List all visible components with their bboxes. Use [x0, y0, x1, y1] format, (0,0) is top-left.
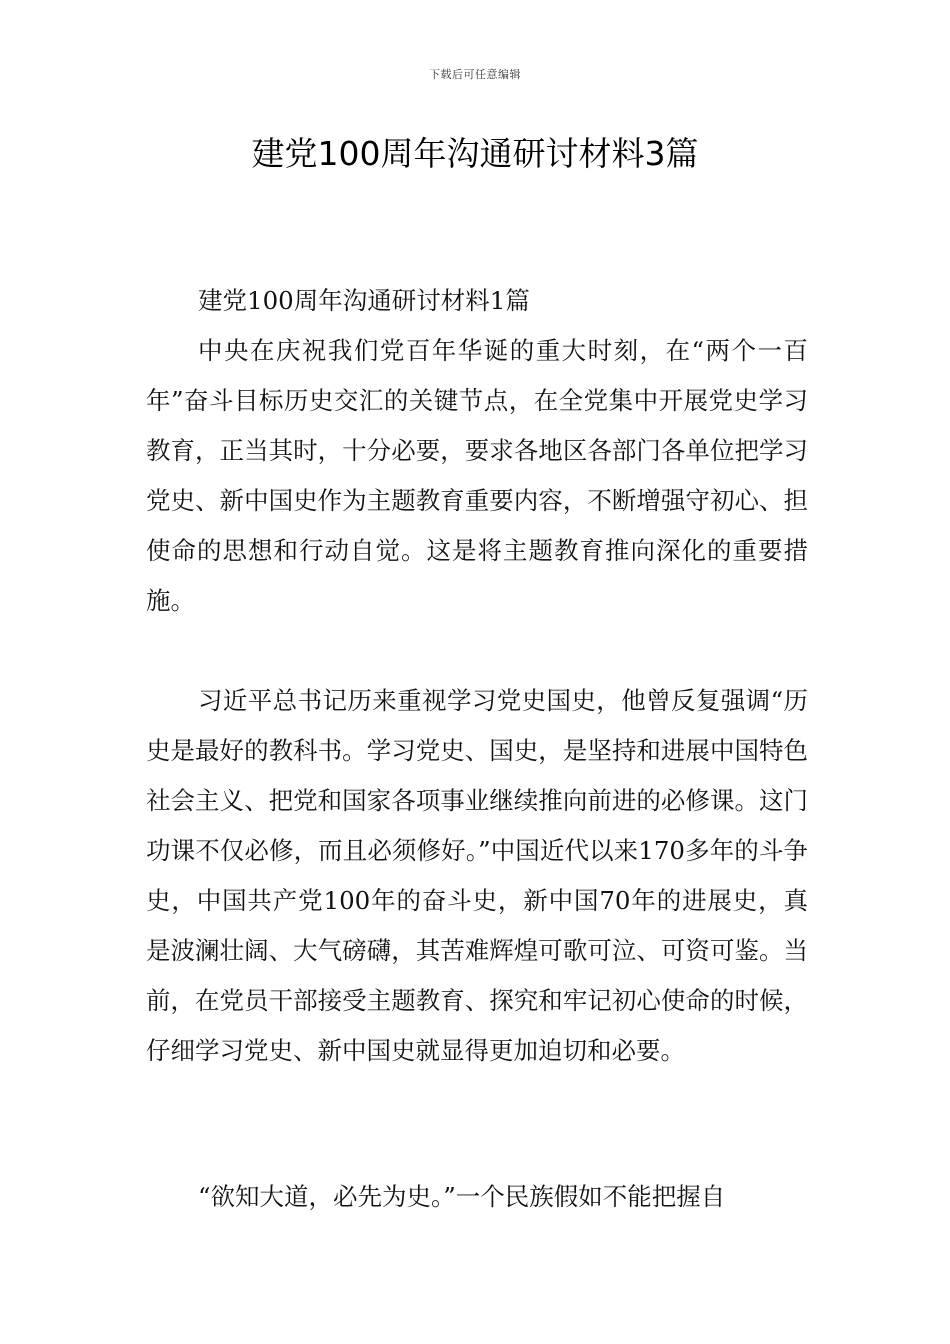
- section-heading: 建党100周年沟通研讨材料1篇: [198, 286, 530, 315]
- header-note: 下载后可任意编辑: [429, 68, 521, 81]
- paragraph-1: 中央在庆祝我们党百年华诞的重大时刻，在“两个一百年”奋斗目标历史交汇的关键节点，在全党集中开展党史学习教育，正当其时，十分必要，要求各地区各部门各单位把学习党史、新中国史作为主题教育重要内容，不断增强守初心、担使命的思想和行动自觉。这是将主题教育推向深化的重要措施。: [146, 336, 808, 615]
- paragraph-3: “欲知大道，必先为史。”一个民族假如不能把握自: [198, 1182, 726, 1211]
- document-title: 建党100周年沟通研讨材料3篇: [251, 134, 699, 173]
- paragraph-2: 习近平总书记历来重视学习党史国史，他曾反复强调“历史是最好的教科书。学习党史、国史，是坚持和进展中国特色社会主义、把党和国家各项事业继续推向前进的必修课。这门功课不仅必修，而且必须修好。”中国近代以来170多年的斗争史，中国共产党100年的奋斗史，新中国70年的进展史，真是波澜壮阔、大气磅礴，其苦难辉煌可歌可泣、可资可鉴。当前，在党员干部接受主题教育、探究和牢记初心使命的时候，仔细学习党史、新中国史就显得更加迫切和必要。: [146, 686, 808, 1065]
